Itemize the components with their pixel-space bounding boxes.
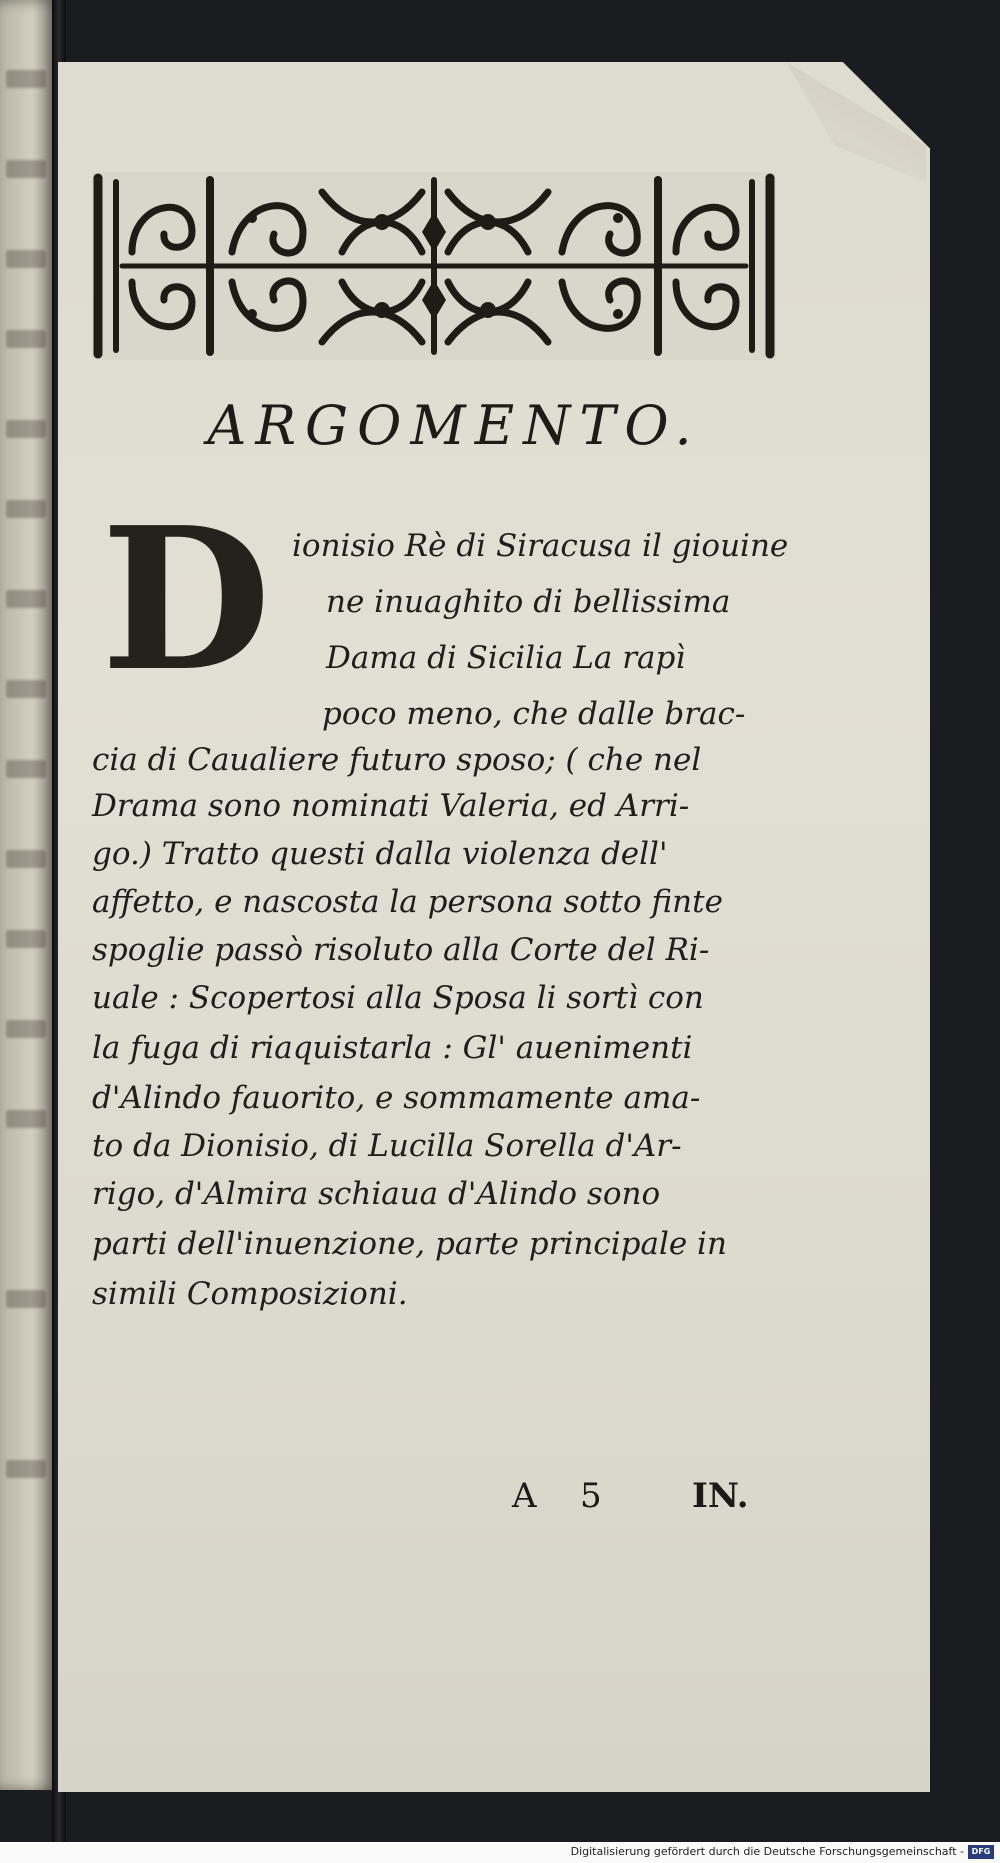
text-line: Drama sono nominati Valeria, ed Arri- — [92, 788, 690, 824]
previous-page-edge — [0, 0, 58, 1790]
text-line: Dama di Sicilia La rapì — [326, 640, 686, 676]
text-line: parti dell'inuenzione, parte principale in — [92, 1226, 727, 1262]
text-line: spoglie passò risoluto alla Corte del Ri- — [92, 932, 710, 968]
signature-letter: A — [512, 1476, 537, 1516]
dfg-logo: DFG — [968, 1845, 994, 1859]
text-line: cia di Caualiere futuro sposo; ( che nel — [92, 742, 702, 778]
text-line: simili Composizioni. — [92, 1276, 408, 1312]
catchword: IN. — [692, 1476, 749, 1516]
text-line: affetto, e nascosta la persona sotto finte — [92, 884, 723, 920]
text-line: uale : Scopertosi alla Sposa li sortì con — [92, 980, 704, 1016]
text-line: d'Alindo fauorito, e sommamente ama- — [92, 1080, 701, 1116]
text-line: la fuga di riaquistarla : Gl' auenimenti — [92, 1030, 693, 1066]
text-line: go.) Tratto questi dalla violenza dell' — [92, 836, 668, 872]
footer-credit: Digitalisierung gefördert durch die Deutsche Forschungsgemeinschaft - — [570, 1845, 964, 1858]
text-line: poco meno, che dalle brac- — [322, 696, 746, 732]
page-heading: ARGOMENTO. — [207, 394, 701, 457]
ornamental-header-band — [92, 172, 776, 360]
text-line: rigo, d'Almira schiaua d'Alindo sono — [92, 1176, 661, 1212]
signature-number: 5 — [580, 1476, 602, 1516]
text-line: ne inuaghito di bellissima — [326, 584, 731, 620]
drop-cap-initial: D — [101, 485, 271, 715]
text-line: to da Dionisio, di Lucilla Sorella d'Ar- — [92, 1128, 682, 1164]
text-line: ionisio Rè di Siracusa il giouine — [292, 528, 789, 564]
